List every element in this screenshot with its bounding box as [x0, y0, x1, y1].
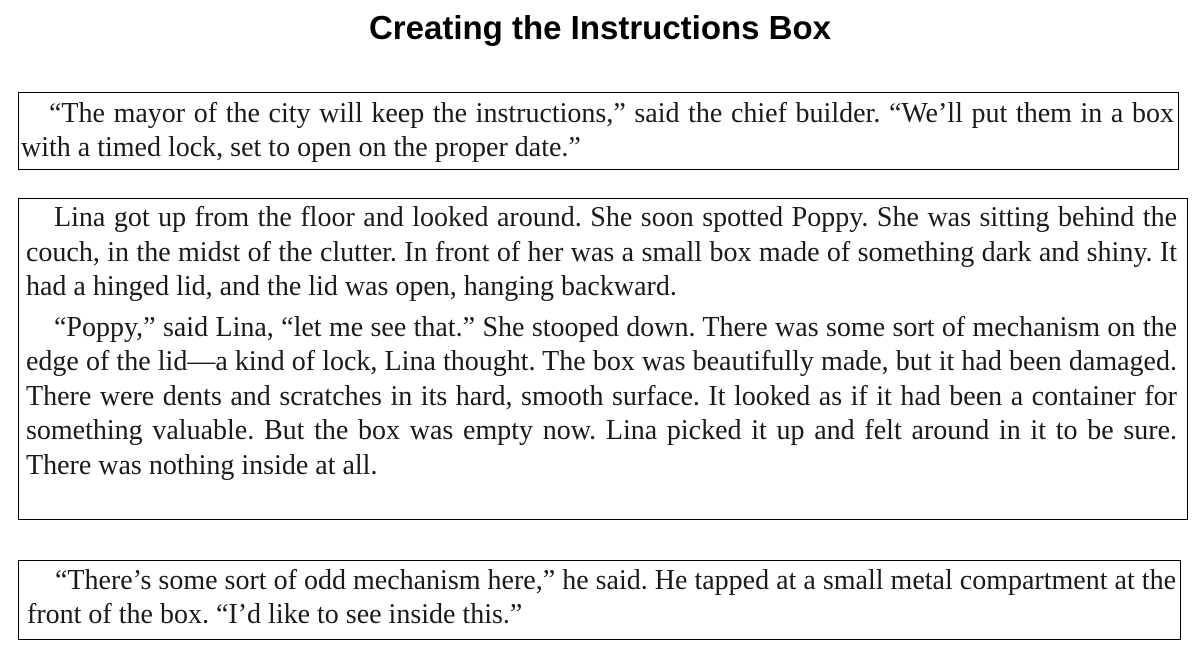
- excerpt-box-mechanism: [18, 560, 1181, 640]
- excerpt-paragraph: “There’s some sort of odd mechanism here,” he said. He tapped at a small metal compartment at the front of the box. “I’d like to see inside this.”: [27, 565, 1176, 630]
- excerpt-paragraph: Lina got up from the floor and looked around. She soon spotted Poppy. She was sitting behind the couch, in the midst of the clutter. In front of her was a small box made of something dark and shiny. It had a hinged lid, and the lid was open, hanging backward.: [26, 202, 1177, 302]
- excerpt-paragraph: “The mayor of the city will keep the instructions,” said the chief builder. “We’ll put them in a box with a timed lock, set to open on the proper date.”: [21, 98, 1174, 163]
- excerpt-box-instructions: [18, 92, 1179, 170]
- page-title: Creating the Instructions Box: [368, 9, 832, 46]
- excerpt-paragraph: “Poppy,” said Lina, “let me see that.” She stooped down. There was some sort of mechanism on the edge of the lid—a kind of lock, Lina thought. The box was beautifully made, but it had been damaged. There were dents and scratches in its hard, smooth surface. It looked as if it had been a container for something valuable. But the box was empty now. Lina picked it up and felt around in it to be sure. There was nothing inside at all.: [26, 311, 1177, 481]
- excerpt-box-poppy: [18, 198, 1188, 520]
